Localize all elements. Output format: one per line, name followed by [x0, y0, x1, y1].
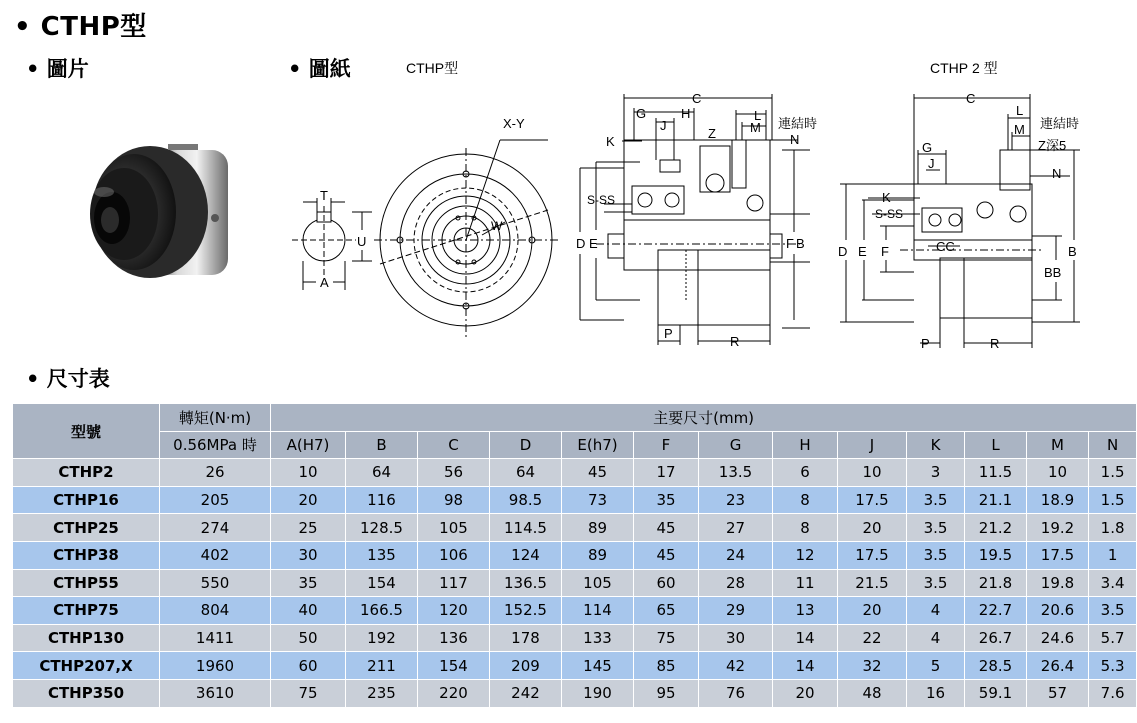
table-row: [13, 597, 1137, 625]
header-torque: 轉矩(N·m): [160, 404, 271, 432]
cthp2-label-e: E: [858, 244, 867, 259]
value-cell: 116: [346, 486, 418, 514]
cthp2-label-j: J: [928, 156, 935, 171]
model-cell: CTHP38: [13, 541, 160, 569]
drawing-caption-cthp2: CTHP 2 型: [930, 60, 998, 76]
value-cell: 17: [634, 459, 699, 487]
value-cell: 402: [160, 541, 271, 569]
dim-label-a: A: [320, 275, 329, 290]
cthp2-label-d: D: [838, 244, 848, 259]
value-cell: 114.5: [490, 514, 562, 542]
value-cell: 45: [562, 459, 634, 487]
value-cell: 3610: [160, 679, 271, 707]
value-cell: 105: [562, 569, 634, 597]
value-cell: 242: [490, 679, 562, 707]
value-cell: 17.5: [838, 541, 907, 569]
value-cell: 205: [160, 486, 271, 514]
value-cell: 75: [634, 624, 699, 652]
model-cell: CTHP25: [13, 514, 160, 542]
column-header: D: [490, 431, 562, 459]
value-cell: 20.6: [1027, 597, 1089, 625]
value-cell: 11.5: [965, 459, 1027, 487]
value-cell: 4: [907, 597, 965, 625]
column-header: K: [907, 431, 965, 459]
value-cell: 135: [346, 541, 418, 569]
value-cell: 3.5: [907, 486, 965, 514]
dimension-table: [12, 403, 1137, 708]
value-cell: 20: [773, 679, 838, 707]
value-cell: 804: [160, 597, 271, 625]
cthp-label-r: R: [730, 334, 740, 349]
value-cell: 3.5: [907, 541, 965, 569]
column-header: M: [1027, 431, 1089, 459]
table-row: [13, 652, 1137, 680]
section-table-heading: • 尺寸表: [26, 367, 110, 391]
value-cell: 550: [160, 569, 271, 597]
value-cell: 30: [271, 541, 346, 569]
value-cell: 211: [346, 652, 418, 680]
value-cell: 24.6: [1027, 624, 1089, 652]
header-main-dimensions: 主要尺寸(mm): [271, 404, 1137, 432]
value-cell: 26: [160, 459, 271, 487]
cthp2-section-drawing: [840, 94, 1080, 348]
value-cell: 152.5: [490, 597, 562, 625]
cthp2-label-r: R: [990, 336, 1000, 351]
value-cell: 98: [418, 486, 490, 514]
cthp-label-p: P: [664, 326, 673, 341]
cthp-label-s-ss: S-SS: [587, 193, 616, 207]
value-cell: 89: [562, 514, 634, 542]
value-cell: 1.5: [1089, 486, 1137, 514]
value-cell: 6: [773, 459, 838, 487]
value-cell: 22: [838, 624, 907, 652]
cthp-label-k: K: [606, 134, 615, 149]
value-cell: 12: [773, 541, 838, 569]
value-cell: 45: [634, 541, 699, 569]
model-cell: CTHP55: [13, 569, 160, 597]
value-cell: 13: [773, 597, 838, 625]
value-cell: 154: [418, 652, 490, 680]
value-cell: 30: [699, 624, 773, 652]
value-cell: 274: [160, 514, 271, 542]
model-cell: CTHP350: [13, 679, 160, 707]
column-header: B: [346, 431, 418, 459]
cthp2-label-f: F: [881, 244, 889, 259]
dim-label-t: T: [320, 188, 328, 203]
cthp-label-n: N: [790, 132, 800, 147]
value-cell: 24: [699, 541, 773, 569]
cthp2-label-s-ss: S-SS: [875, 207, 904, 221]
value-cell: 106: [418, 541, 490, 569]
value-cell: 3.4: [1089, 569, 1137, 597]
value-cell: 19.5: [965, 541, 1027, 569]
drawing-caption-cthp: CTHP型: [406, 60, 459, 76]
cthp-label-connect: 連結時: [778, 116, 818, 131]
column-header: A(H7): [271, 431, 346, 459]
value-cell: 42: [699, 652, 773, 680]
value-cell: 1960: [160, 652, 271, 680]
value-cell: 1: [1089, 541, 1137, 569]
value-cell: 26.7: [965, 624, 1027, 652]
value-cell: 10: [1027, 459, 1089, 487]
table-row: [13, 486, 1137, 514]
value-cell: 166.5: [346, 597, 418, 625]
value-cell: 21.8: [965, 569, 1027, 597]
model-cell: CTHP130: [13, 624, 160, 652]
table-row: [13, 569, 1137, 597]
value-cell: 21.1: [965, 486, 1027, 514]
value-cell: 65: [634, 597, 699, 625]
cthp-label-h: H: [681, 106, 691, 121]
value-cell: 117: [418, 569, 490, 597]
cthp2-label-z-depth: Z深5: [1038, 138, 1067, 153]
value-cell: 154: [346, 569, 418, 597]
value-cell: 5: [907, 652, 965, 680]
value-cell: 60: [634, 569, 699, 597]
cthp2-label-p: P: [921, 336, 930, 351]
value-cell: 11: [773, 569, 838, 597]
value-cell: 73: [562, 486, 634, 514]
value-cell: 192: [346, 624, 418, 652]
value-cell: 14: [773, 624, 838, 652]
page-title: • CTHP型: [14, 12, 147, 42]
table-row: [13, 541, 1137, 569]
value-cell: 20: [838, 597, 907, 625]
value-cell: 19.8: [1027, 569, 1089, 597]
cthp2-label-bb: BB: [1044, 265, 1062, 280]
value-cell: 114: [562, 597, 634, 625]
model-cell: CTHP16: [13, 486, 160, 514]
value-cell: 190: [562, 679, 634, 707]
product-photo: [90, 144, 228, 278]
cthp2-label-cc: CC: [936, 239, 955, 254]
value-cell: 220: [418, 679, 490, 707]
value-cell: 18.9: [1027, 486, 1089, 514]
cthp-label-c: C: [692, 91, 702, 106]
value-cell: 8: [773, 514, 838, 542]
value-cell: 120: [418, 597, 490, 625]
value-cell: 19.2: [1027, 514, 1089, 542]
cthp-label-j: J: [660, 118, 667, 133]
value-cell: 27: [699, 514, 773, 542]
value-cell: 95: [634, 679, 699, 707]
cthp-label-m: M: [750, 120, 761, 135]
section-photo-heading: • 圖片: [26, 57, 89, 81]
value-cell: 16: [907, 679, 965, 707]
cthp-label-z: Z: [708, 126, 716, 141]
value-cell: 28: [699, 569, 773, 597]
model-cell: CTHP2: [13, 459, 160, 487]
column-header: L: [965, 431, 1027, 459]
cthp2-label-c: C: [966, 91, 976, 106]
value-cell: 59.1: [965, 679, 1027, 707]
model-cell: CTHP207,X: [13, 652, 160, 680]
cthp-label-d: D: [576, 236, 586, 251]
value-cell: 4: [907, 624, 965, 652]
cthp2-label-m: M: [1014, 122, 1025, 137]
value-cell: 25: [271, 514, 346, 542]
value-cell: 7.6: [1089, 679, 1137, 707]
table-row: [13, 514, 1137, 542]
value-cell: 40: [271, 597, 346, 625]
value-cell: 128.5: [346, 514, 418, 542]
dimension-table-body: [13, 459, 1137, 707]
value-cell: 5.3: [1089, 652, 1137, 680]
value-cell: 3.5: [1089, 597, 1137, 625]
value-cell: 64: [490, 459, 562, 487]
value-cell: 26.4: [1027, 652, 1089, 680]
value-cell: 105: [418, 514, 490, 542]
column-header: J: [838, 431, 907, 459]
cthp-label-e: E: [589, 236, 598, 251]
value-cell: 133: [562, 624, 634, 652]
value-cell: 145: [562, 652, 634, 680]
value-cell: 8: [773, 486, 838, 514]
cthp2-label-l: L: [1016, 103, 1024, 118]
value-cell: 3: [907, 459, 965, 487]
table-row: [13, 459, 1137, 487]
table-row: [13, 679, 1137, 707]
column-header: N: [1089, 431, 1137, 459]
value-cell: 17.5: [1027, 541, 1089, 569]
value-cell: 56: [418, 459, 490, 487]
value-cell: 57: [1027, 679, 1089, 707]
value-cell: 13.5: [699, 459, 773, 487]
value-cell: 21.5: [838, 569, 907, 597]
header-torque-condition: 0.56MPa 時: [160, 431, 271, 459]
value-cell: 50: [271, 624, 346, 652]
value-cell: 5.7: [1089, 624, 1137, 652]
cthp-label-l: L: [754, 108, 762, 123]
value-cell: 35: [271, 569, 346, 597]
value-cell: 35: [634, 486, 699, 514]
value-cell: 10: [838, 459, 907, 487]
dim-label-xy: X-Y: [503, 116, 525, 131]
cthp2-label-b: B: [1068, 244, 1077, 259]
value-cell: 23: [699, 486, 773, 514]
cthp2-label-connect: 連結時: [1040, 116, 1080, 131]
cthp-label-b: B: [796, 236, 805, 251]
dim-label-w: W: [491, 219, 503, 233]
value-cell: 14: [773, 652, 838, 680]
cthp-section-drawing: [580, 94, 810, 345]
value-cell: 98.5: [490, 486, 562, 514]
value-cell: 85: [634, 652, 699, 680]
value-cell: 136.5: [490, 569, 562, 597]
value-cell: 64: [346, 459, 418, 487]
value-cell: 209: [490, 652, 562, 680]
value-cell: 28.5: [965, 652, 1027, 680]
value-cell: 3.5: [907, 569, 965, 597]
value-cell: 1.8: [1089, 514, 1137, 542]
value-cell: 22.7: [965, 597, 1027, 625]
value-cell: 89: [562, 541, 634, 569]
value-cell: 60: [271, 652, 346, 680]
value-cell: 20: [271, 486, 346, 514]
value-cell: 45: [634, 514, 699, 542]
value-cell: 17.5: [838, 486, 907, 514]
value-cell: 75: [271, 679, 346, 707]
model-cell: CTHP75: [13, 597, 160, 625]
cthp2-label-n: N: [1052, 166, 1062, 181]
value-cell: 20: [838, 514, 907, 542]
column-header: C: [418, 431, 490, 459]
value-cell: 235: [346, 679, 418, 707]
cthp-label-g: G: [636, 106, 647, 121]
value-cell: 178: [490, 624, 562, 652]
table-row: [13, 624, 1137, 652]
section-drawing-heading: • 圖紙: [288, 57, 351, 81]
column-header: H: [773, 431, 838, 459]
value-cell: 76: [699, 679, 773, 707]
value-cell: 1411: [160, 624, 271, 652]
cthp-label-f: F: [786, 236, 794, 251]
column-header: F: [634, 431, 699, 459]
header-model: 型號: [13, 404, 160, 459]
value-cell: 32: [838, 652, 907, 680]
column-header: G: [699, 431, 773, 459]
column-header: E(h7): [562, 431, 634, 459]
cthp2-label-g: G: [922, 140, 933, 155]
front-view-drawing: [374, 140, 558, 340]
cthp2-label-k: K: [882, 190, 891, 205]
value-cell: 21.2: [965, 514, 1027, 542]
value-cell: 48: [838, 679, 907, 707]
value-cell: 29: [699, 597, 773, 625]
value-cell: 136: [418, 624, 490, 652]
value-cell: 10: [271, 459, 346, 487]
value-cell: 3.5: [907, 514, 965, 542]
value-cell: 124: [490, 541, 562, 569]
value-cell: 1.5: [1089, 459, 1137, 487]
dim-label-u: U: [357, 234, 367, 249]
